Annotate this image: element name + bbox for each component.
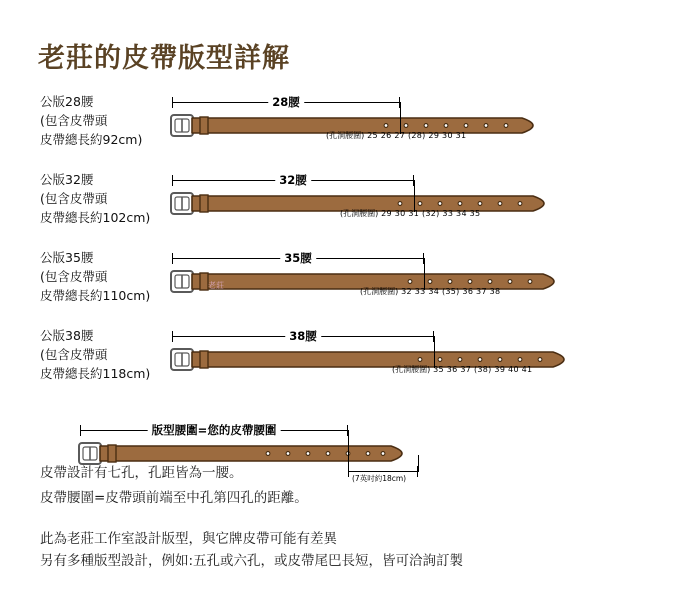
measure-label-28: 28腰 [268, 94, 304, 110]
row-label-line: 皮帶總長約110cm) [40, 288, 151, 303]
measure-label-35: 35腰 [280, 250, 316, 266]
row-label-line: 公版35腰 [40, 250, 94, 265]
row-label-line: 皮帶總長約102cm) [40, 210, 151, 225]
row-label-35 [40, 248, 150, 305]
row-label-28 [40, 92, 142, 149]
note-line-1: 皮帶設計有七孔，孔距皆為一腰。 [40, 465, 243, 481]
holes-caption-numbers: 35 36 37 (38) 39 40 41 [433, 365, 533, 374]
holes-caption-38 [392, 364, 532, 375]
row-label-line: 公版32腰 [40, 172, 94, 187]
holes-caption-numbers: 25 26 27 (28) 29 30 31 [367, 131, 467, 140]
tail-note: (7英吋約18cm) [352, 474, 407, 483]
row-label-line: 公版28腰 [40, 94, 94, 109]
footer-line-2: 另有多種版型設計，例如:五孔或六孔，或皮帶尾巴長短，皆可洽詢訂製 [40, 553, 464, 569]
row-label-line: (包含皮帶頭 [40, 113, 108, 128]
watermark: 老莊 [208, 281, 224, 290]
holes-caption-32 [340, 208, 480, 219]
row-label-38 [40, 326, 150, 383]
tail-dropline-explainer [418, 455, 419, 472]
holes-caption-tag: (孔洞腰圍) [360, 287, 399, 296]
holes-caption-35 [360, 286, 500, 297]
row-label-line: 公版38腰 [40, 328, 94, 343]
tail-measure-bar [348, 471, 418, 472]
measure-label-38: 38腰 [285, 328, 321, 344]
row-label-line: (包含皮帶頭 [40, 347, 108, 362]
measure-label-32: 32腰 [275, 172, 311, 188]
footer-line-1: 此為老莊工作室設計版型，與它牌皮帶可能有差異 [40, 531, 337, 547]
row-label-32 [40, 170, 150, 227]
holes-caption-tag: (孔洞腰圍) [392, 365, 431, 374]
holes-caption-28 [326, 130, 466, 141]
holes-caption-numbers: 29 30 31 (32) 33 34 35 [381, 209, 481, 218]
row-label-line: (包含皮帶頭 [40, 269, 108, 284]
row-label-line: 皮帶總長約92cm) [40, 132, 143, 147]
holes-caption-tag: (孔洞腰圍) [340, 209, 379, 218]
row-label-line: (包含皮帶頭 [40, 191, 108, 206]
holes-caption-numbers: 32 33 34 (35) 36 37 38 [401, 287, 501, 296]
row-label-line: 皮帶總長約118cm) [40, 366, 151, 381]
measure-label-explainer: 版型腰圍=您的皮帶腰圍 [148, 422, 281, 438]
page-title: 老莊的皮帶版型詳解 [38, 43, 290, 74]
holes-caption-tag: (孔洞腰圍) [326, 131, 365, 140]
note-line-2: 皮帶腰圍=皮帶頭前端至中孔第四孔的距離。 [40, 490, 308, 506]
